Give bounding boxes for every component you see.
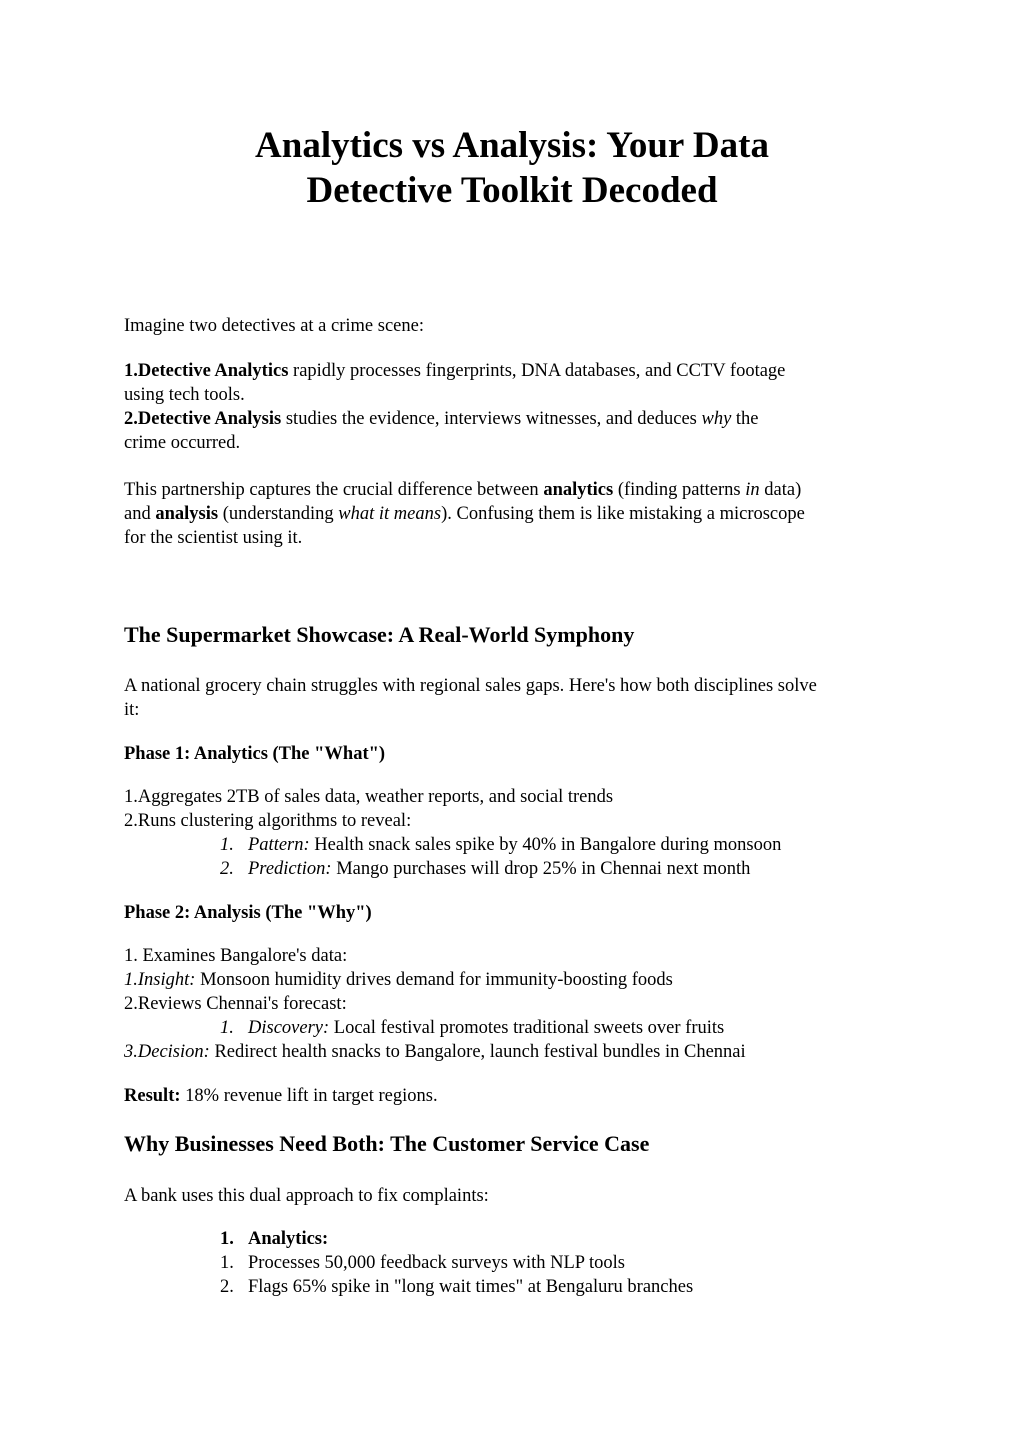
supermarket-lead-line-1: A national grocery chain struggles with regional sales gaps. Here's how both disciplines solve [124, 676, 817, 696]
page-title-line-2: Detective Toolkit Decoded [306, 170, 718, 211]
para-text: ). Confusing them is like mistaking a microscope [441, 504, 805, 524]
pattern-label: Pattern: [248, 835, 310, 855]
list-number: 1. [220, 1229, 234, 1249]
phase-2-decision [124, 1040, 746, 1064]
insight-label: 1.Insight: [124, 970, 196, 990]
supermarket-lead-line-2: it: [124, 700, 140, 720]
intro-item-1 [124, 359, 785, 383]
list-item-text: Analytics: [248, 1229, 329, 1249]
list-number: 2. [220, 1277, 234, 1297]
phase-1-line-1: 1.Aggregates 2TB of sales data, weather reports, and social trends [124, 787, 614, 807]
intro-paragraph-line-1 [124, 478, 801, 502]
intro-item-1-cont: using tech tools. [124, 385, 245, 405]
list-number: 1. [220, 835, 234, 855]
para-text: This partnership captures the crucial difference between [124, 480, 544, 500]
phase-2-line-1: 1. Examines Bangalore's data: [124, 946, 348, 966]
list-number: 1. [220, 1018, 234, 1038]
phase-2-subitem-discovery [220, 1016, 724, 1040]
intro-item-2-text-b: the [731, 409, 759, 429]
result-label: Result: [124, 1086, 181, 1106]
intro-item-2 [124, 407, 759, 431]
list-item-text: Processes 50,000 feedback surveys with NLP tools [248, 1253, 625, 1273]
para-bold-analytics: analytics [543, 480, 614, 500]
phase-1-heading: Phase 1: Analytics (The "What") [124, 744, 386, 764]
prediction-text: Mango purchases will drop 25% in Chennai next month [331, 859, 751, 879]
phase-1-subitem-prediction [220, 857, 750, 881]
section-heading-business: Why Businesses Need Both: The Customer Service Case [124, 1131, 650, 1156]
list-number: 1. [220, 1253, 234, 1273]
para-text: data) [759, 480, 802, 500]
result-line [124, 1084, 438, 1108]
list-number: 2. [220, 859, 234, 879]
decision-text: Redirect health snacks to Bangalore, launch festival bundles in Chennai [209, 1042, 746, 1062]
insight-text: Monsoon humidity drives demand for immunity-boosting foods [195, 970, 673, 990]
phase-1-line-2: 2.Runs clustering algorithms to reveal: [124, 811, 412, 831]
para-italic-in: in [745, 480, 760, 500]
business-item-2 [220, 1275, 693, 1299]
prediction-label: Prediction: [248, 859, 332, 879]
intro-item-2-cont: crime occurred. [124, 433, 241, 453]
intro-item-1-text: rapidly processes fingerprints, DNA databases, and CCTV footage [288, 361, 786, 381]
para-text: (understanding [218, 504, 339, 524]
page-title-line-1: Analytics vs Analysis: Your Data [255, 125, 769, 166]
phase-2-heading: Phase 2: Analysis (The "Why") [124, 903, 372, 923]
business-item-1 [220, 1251, 625, 1275]
para-bold-analysis: analysis [155, 504, 219, 524]
intro-item-2-italic: why [701, 409, 732, 429]
discovery-text: Local festival promotes traditional sweets over fruits [329, 1018, 725, 1038]
intro-item-1-bold: Detective Analytics [137, 361, 289, 381]
phase-2-insight [124, 968, 673, 992]
para-text: (finding patterns [613, 480, 746, 500]
intro-paragraph-line-3: for the scientist using it. [124, 528, 303, 548]
intro-lead: Imagine two detectives at a crime scene: [124, 316, 424, 336]
para-text: and [124, 504, 156, 524]
decision-label: 3.Decision: [124, 1042, 210, 1062]
intro-item-2-num: 2. [124, 409, 138, 429]
intro-paragraph-line-2 [124, 502, 805, 526]
business-item-analytics [220, 1227, 328, 1251]
section-heading-supermarket: The Supermarket Showcase: A Real-World Symphony [124, 622, 635, 647]
phase-1-subitem-pattern [220, 833, 781, 857]
intro-item-2-text: studies the evidence, interviews witnesses, and deduces [281, 409, 702, 429]
discovery-label: Discovery: [248, 1018, 330, 1038]
intro-item-2-bold: Detective Analysis [137, 409, 282, 429]
intro-item-1-num: 1. [124, 361, 138, 381]
result-text: 18% revenue lift in target regions. [180, 1086, 438, 1106]
para-italic-what-it-means: what it means [338, 504, 442, 524]
phase-2-line-3: 2.Reviews Chennai's forecast: [124, 994, 347, 1014]
business-lead: A bank uses this dual approach to fix complaints: [124, 1186, 489, 1206]
pattern-text: Health snack sales spike by 40% in Bangalore during monsoon [309, 835, 782, 855]
list-item-text: Flags 65% spike in "long wait times" at Bengaluru branches [248, 1277, 694, 1297]
